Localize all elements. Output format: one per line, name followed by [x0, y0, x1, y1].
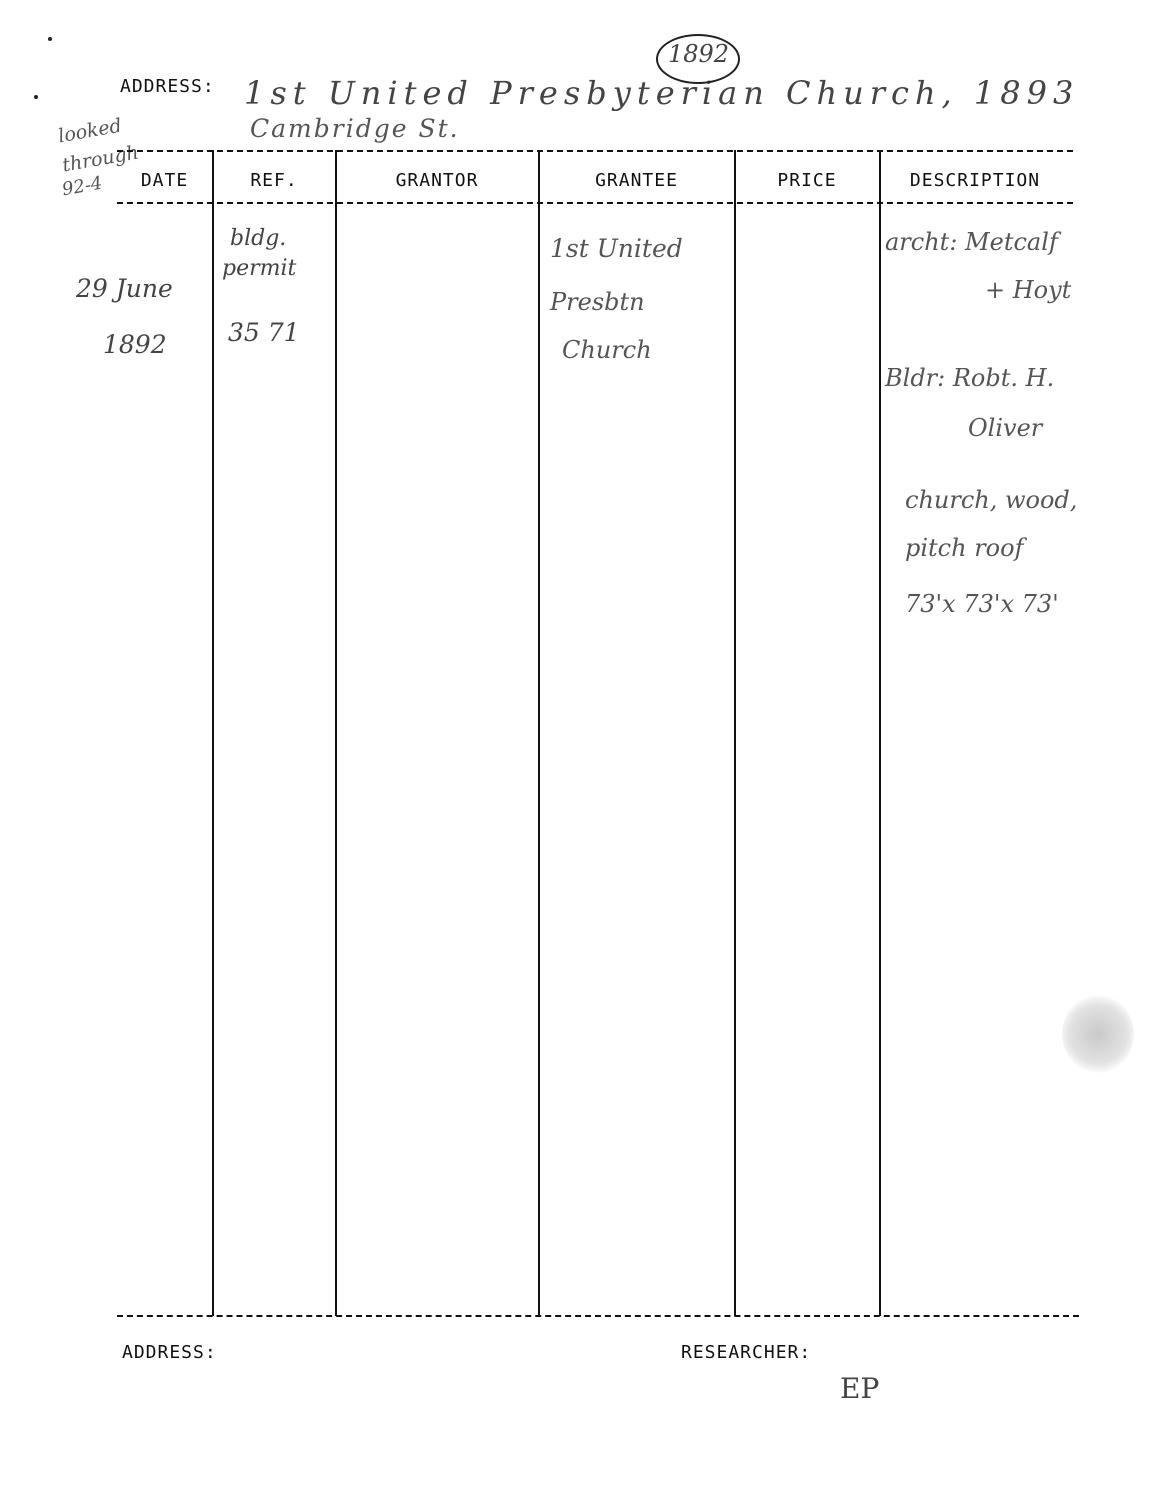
entry-description-line-1: archt: Metcalf: [885, 228, 1058, 256]
column-divider: [335, 150, 337, 1316]
entry-date-line-1: 29 June: [76, 274, 173, 303]
column-divider: [538, 150, 540, 1316]
entry-date-line-2: 1892: [103, 330, 167, 359]
column-header-grantor: GRANTOR: [395, 170, 479, 191]
ink-smudge: [1062, 995, 1134, 1073]
address-label: ADDRESS:: [120, 76, 215, 97]
entry-ref-line-2: permit: [222, 256, 297, 281]
header-bottom-rule: [117, 202, 1073, 204]
table-bottom-rule: [117, 1315, 1079, 1317]
column-header-price: PRICE: [777, 170, 837, 191]
entry-description-line-5: church, wood,: [905, 486, 1078, 514]
column-header-ref: REF.: [250, 170, 298, 191]
column-header-description: DESCRIPTION: [909, 170, 1041, 191]
entry-description-line-4: Oliver: [968, 414, 1043, 442]
address-line-1: 1st United Presbyterian Church, 1893: [244, 74, 1080, 112]
column-divider: [734, 150, 736, 1316]
entry-description-line-7: 73'x 73'x 73': [905, 590, 1059, 618]
column-divider: [212, 150, 214, 1316]
column-header-grantee: GRANTEE: [595, 170, 678, 191]
footer-researcher-label: RESEARCHER:: [681, 1342, 812, 1363]
entry-grantee-line-1: 1st United: [550, 234, 683, 263]
entry-description-line-6: pitch roof: [905, 534, 1024, 562]
stray-mark: [34, 95, 38, 99]
entry-description-line-3: Bldr: Robt. H.: [885, 364, 1055, 392]
researcher-initials: EP: [840, 1372, 880, 1405]
column-header-date: DATE: [140, 170, 189, 191]
entry-grantee-line-2: Presbtn: [550, 288, 645, 316]
margin-note-line-1: looked: [56, 114, 124, 148]
stray-mark: [48, 37, 52, 41]
column-divider: [879, 150, 881, 1316]
entry-ref-line-1: bldg.: [230, 226, 287, 251]
footer-address-label: ADDRESS:: [122, 1342, 217, 1363]
margin-note-line-3: 92-4: [60, 172, 104, 201]
entry-grantee-line-3: Church: [562, 336, 652, 364]
circled-year: 1892: [668, 40, 730, 68]
entry-ref-line-3: 35 71: [228, 318, 300, 347]
entry-description-line-2: + Hoyt: [985, 276, 1072, 304]
table-top-rule: [117, 150, 1073, 152]
margin-note-line-2: through: [60, 141, 141, 177]
address-line-2: Cambridge St.: [250, 114, 460, 143]
